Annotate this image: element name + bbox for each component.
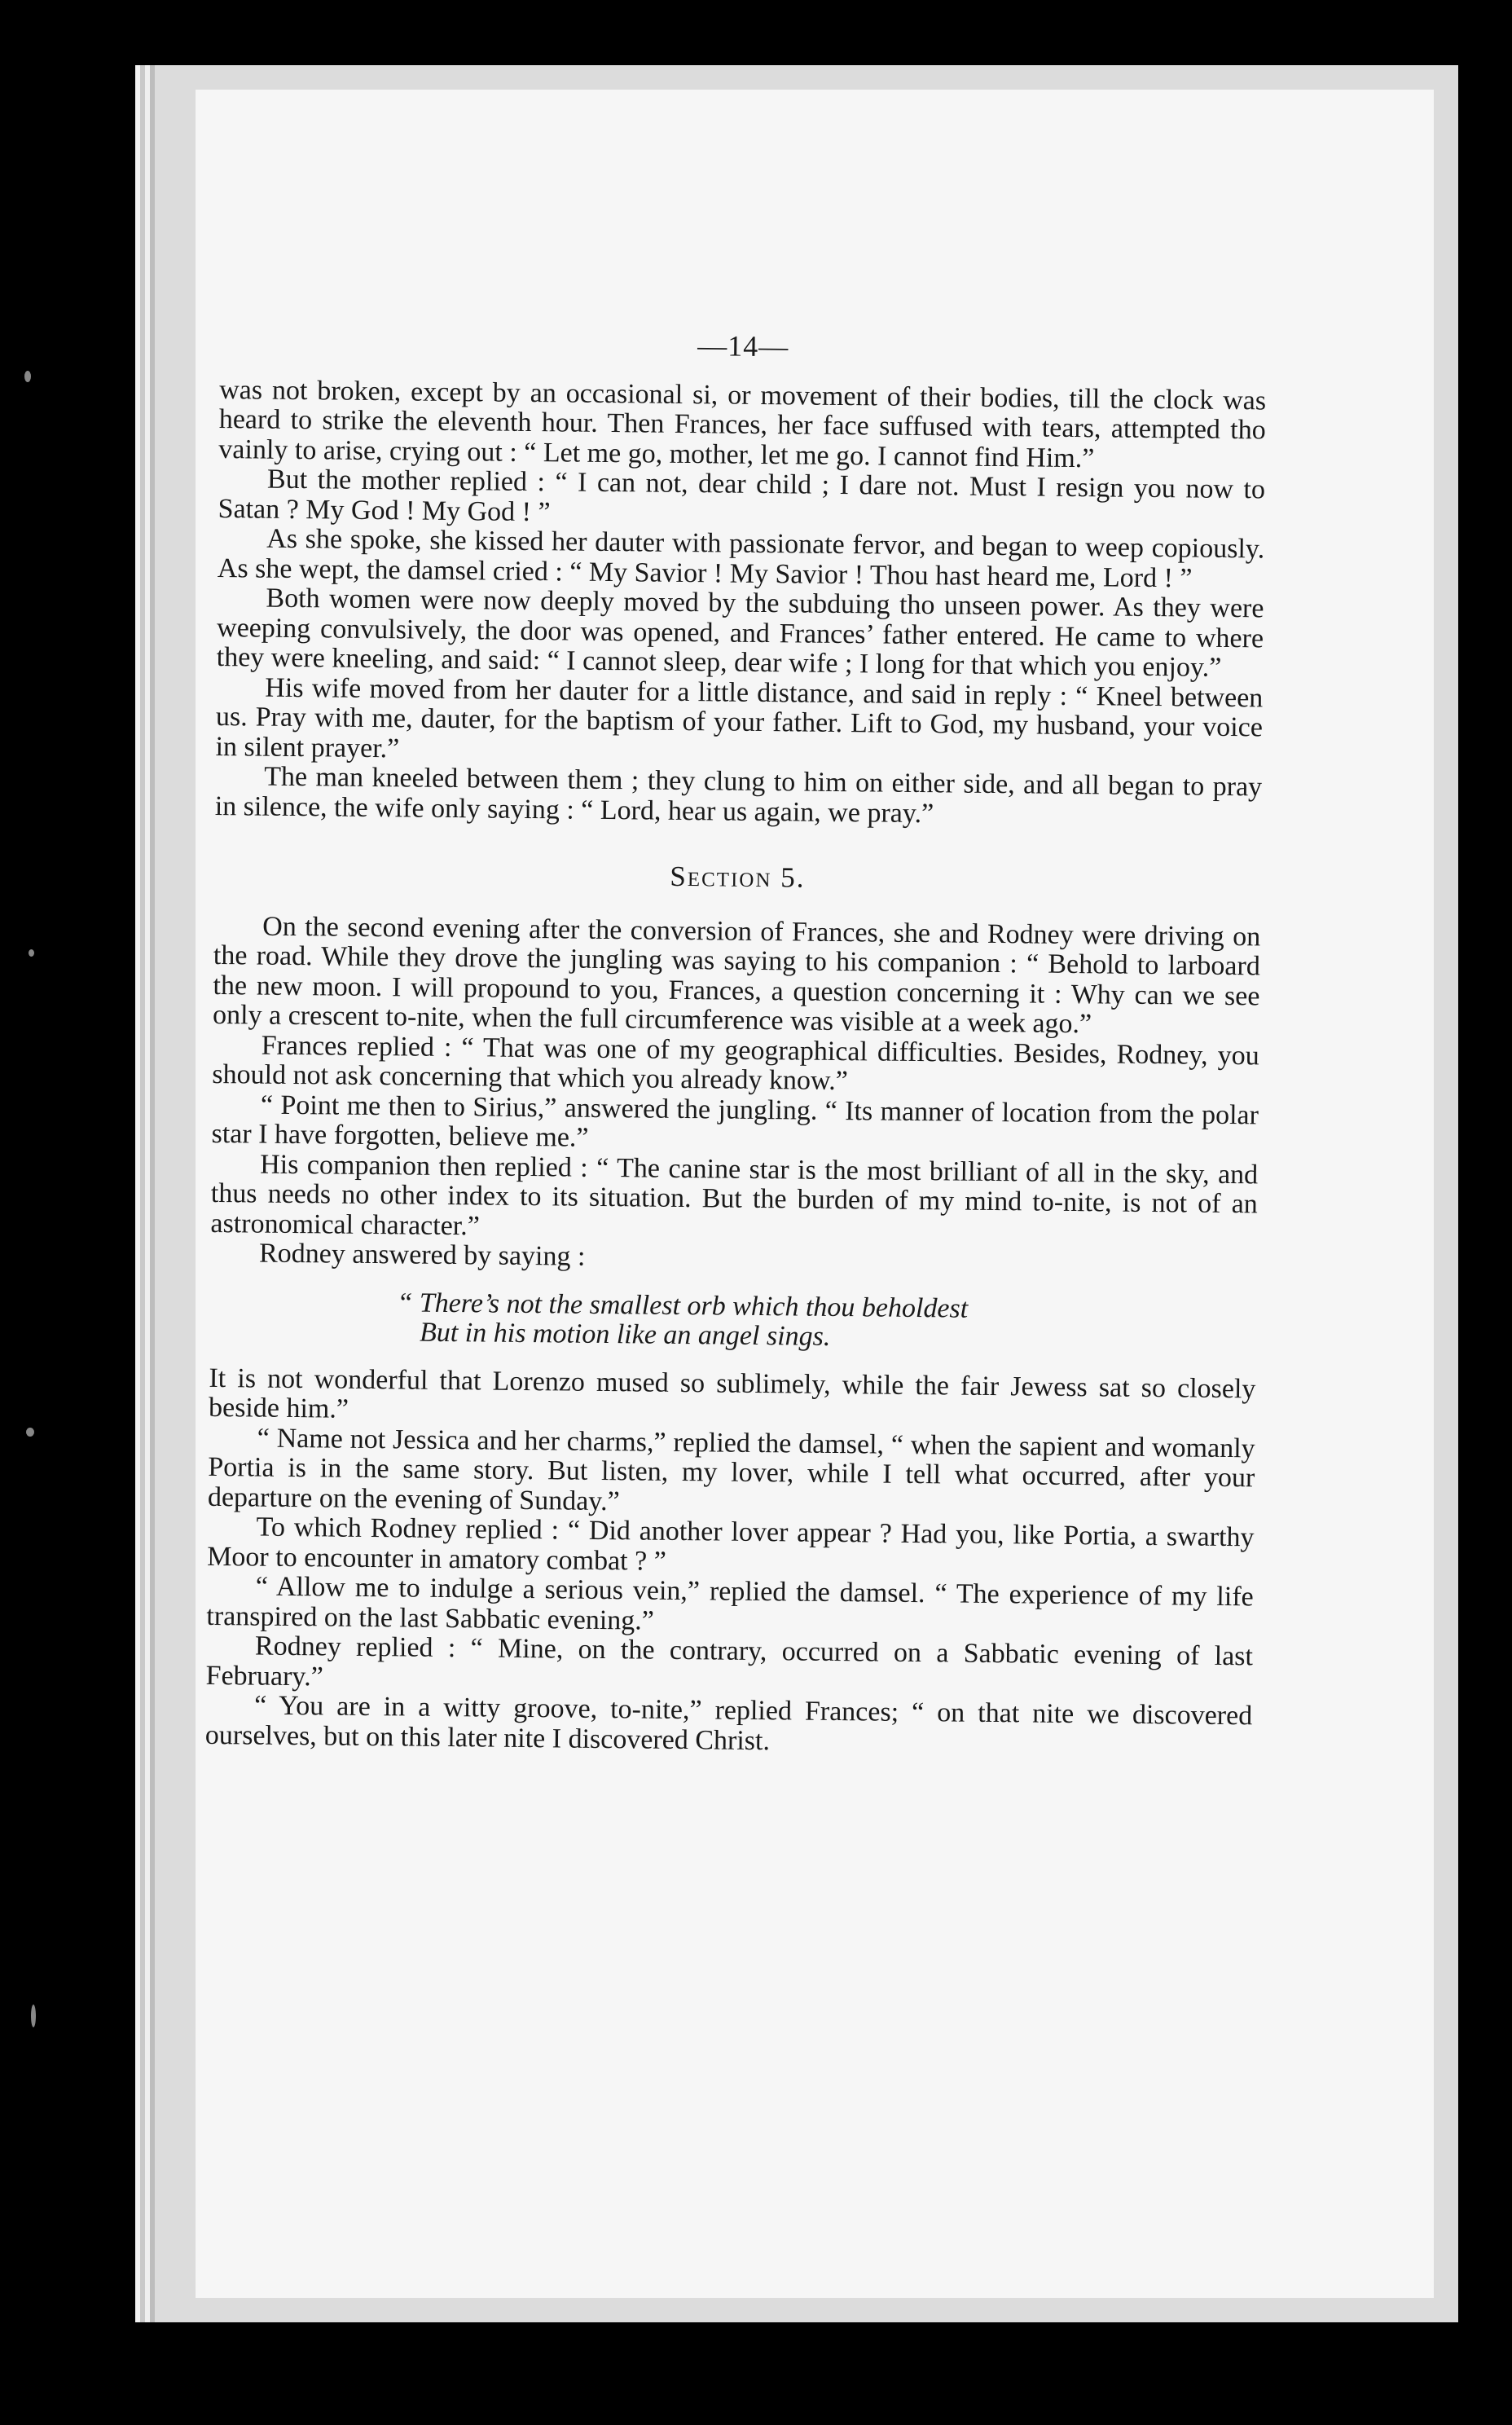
page-number: —14— [697, 329, 789, 363]
paragraph: “ Allow me to indulge a serious vein,” replied the damsel. “ The experience of my life transpired on the last Sabbatic evening.” [206, 1571, 1254, 1636]
section-heading: Section 5. [670, 860, 806, 894]
scan-speck [31, 2005, 36, 2027]
paragraph: Rodney replied : “ Mine, on the contrary, occurred on a Sabbatic evening of last February.” [205, 1631, 1254, 1692]
paragraph: It is not wonderful that Lorenzo mused so sublimely, while the fair Jewess sat so closely beside him.” [208, 1362, 1256, 1424]
scan-speck [29, 949, 34, 957]
paragraph: His wife moved from her dauter for a little distance, and said in reply : “ Kneel between us. Pray with me, dauter, for the baptism of your father. Lift to God, my husband, your voice in silent prayer.” [215, 672, 1264, 764]
paragraph: “ Name not Jessica and her charms,” replied the damsel, “ when the sapient and womanly Portia is in the same story. But listen, my lover, while I tell what occurred, after your departure on the evening of Sunday.” [207, 1423, 1255, 1516]
verse-line: But in his motion like an angel sings. [419, 1317, 831, 1352]
paragraph: “ You are in a witty groove, to-nite,” replied Frances; “ on that nite we discovered ourselves, but on this later nite I discovered Christ. [204, 1690, 1253, 1756]
paragraph: On the second evening after the conversion of Frances, she and Rodney were driving on the road. While they drove the jungling was saying to his companion : “ Behold to larboard the new moon. I will propound to you, Frances, a question concerning it : Why can we see only a crescent to-nite, when the full circumference was visible at a week ago.” [212, 911, 1261, 1040]
paragraph: To which Rodney replied : “ Did another lover appear ? Had you, like Portia, a swarthy Moor to encounter in amatory combat ? ” [206, 1512, 1255, 1577]
paragraph: As she spoke, she kissed her dauter with passionate fervor, and began to weep copiously. As she wept, the damsel cried : “ My Savior ! My Savior ! Thou hast heard me, Lord ! ” [217, 523, 1265, 594]
paragraph: “ Point me then to Sirius,” answered the jungling. “ Its manner of location from the polar star I have forgotten, believe me.” [211, 1089, 1259, 1153]
paragraph: The man kneeled between them ; they clung to him on either side, and all began to pray in silence, the wife only saying : “ Lord, hear us again, we pray.” [214, 761, 1263, 829]
paragraph: Both women were now deeply moved by the subduing tho unseen power. As they were weeping convulsively, the door was opened, and Frances’ father entered. He came to where they were kneeling, and said: “ I cannot sleep, dear wife ; I long for that which you enjoy.” [216, 583, 1264, 683]
page-text [205, 326, 1267, 1761]
scan-speck [24, 371, 31, 382]
verse-line: “ There’s not the smallest orb which thou beholdest [397, 1287, 969, 1324]
paragraph: But the mother replied : “ I can not, dear child ; I dare not. Must I resign you now to Satan ? My God ! My God ! ” [218, 464, 1266, 527]
paragraph: Rodney answered by saying : [258, 1238, 586, 1272]
paragraph: His companion then replied : “ The canine star is the most brilliant of all in the sky, and thus needs no other index to its situation. But the burden of my mind to-nite, is not of an astronomical character.” [210, 1149, 1259, 1241]
paragraph: Frances replied : “ That was one of my geographical difficulties. Besides, Rodney, you should not ask concerning that which you already know.” [212, 1030, 1259, 1097]
paragraph: was not broken, except by an occasional si, or movement of their bodies, till the clock was heard to strike the eleventh hour. Then Frances, her face suffused with tears, attempted tho vainly to arise, crying out : “ Let me go, mother, let me go. I cannot find Him.” [218, 374, 1267, 473]
scan-speck [26, 1428, 34, 1437]
verse-quotation [209, 1286, 1257, 1356]
